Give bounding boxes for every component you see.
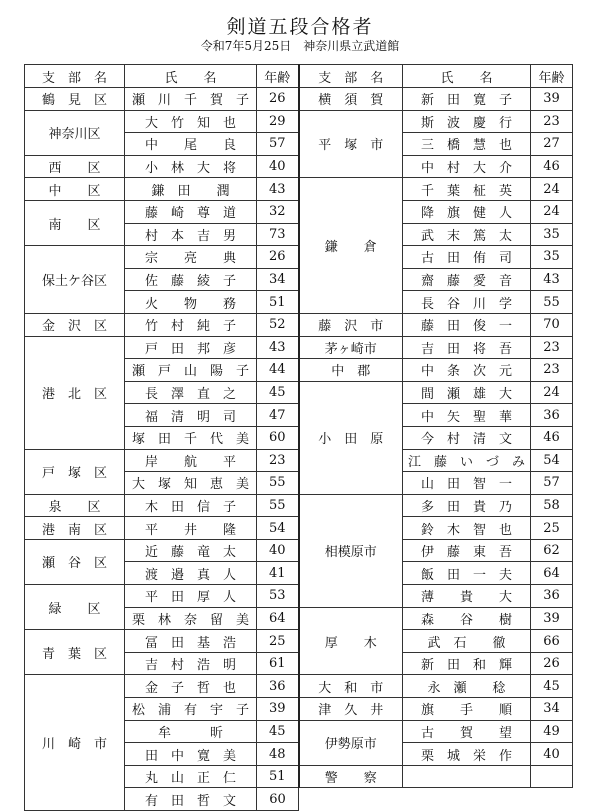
header-name: 氏 名 [403, 65, 531, 88]
name-cell: 藤 田 俊 一 [403, 313, 531, 336]
table-row [25, 675, 573, 698]
table-row [25, 336, 573, 359]
name-cell: 間 瀬 雄 大 [403, 381, 531, 404]
age-cell: 53 [257, 585, 299, 608]
name-cell [403, 765, 531, 788]
branch-cell: 保土ケ谷区 [25, 246, 125, 314]
age-cell: 43 [257, 178, 299, 201]
name-cell: 中 尾 良 [125, 133, 257, 156]
name-cell: 木 田 信 子 [125, 494, 257, 517]
age-cell: 41 [257, 562, 299, 585]
age-cell: 26 [257, 246, 299, 269]
table-row [25, 110, 573, 133]
age-cell: 24 [531, 200, 573, 223]
branch-cell: 戸 塚 区 [25, 449, 125, 494]
age-cell: 39 [531, 88, 573, 111]
name-cell: 丸 山 正 仁 [125, 765, 257, 788]
name-cell: 冨 田 基 浩 [125, 630, 257, 653]
name-cell: 宗 亮 典 [125, 246, 257, 269]
name-cell: 吉 田 将 吾 [403, 336, 531, 359]
table-row [25, 178, 573, 201]
header-branch: 支 部 名 [299, 65, 403, 88]
name-cell: 塚 田 千 代 美 [125, 426, 257, 449]
name-cell: 齋 藤 愛 音 [403, 268, 531, 291]
age-cell: 43 [257, 336, 299, 359]
age-cell: 24 [531, 178, 573, 201]
branch-cell: 緑 区 [25, 585, 125, 630]
age-cell: 73 [257, 223, 299, 246]
name-cell: 近 藤 竜 太 [125, 539, 257, 562]
name-cell: 中 矢 聖 華 [403, 404, 531, 427]
table-row [25, 88, 573, 111]
age-cell: 64 [257, 607, 299, 630]
age-cell: 34 [531, 698, 573, 721]
name-cell: 大 竹 知 也 [125, 110, 257, 133]
branch-cell: 青 葉 区 [25, 630, 125, 675]
name-cell: 古 田 侑 司 [403, 246, 531, 269]
age-cell: 60 [257, 788, 299, 811]
results-table [24, 64, 573, 811]
name-cell: 火 物 務 [125, 291, 257, 314]
age-cell: 40 [257, 539, 299, 562]
branch-cell: 南 区 [25, 200, 125, 245]
age-cell: 34 [257, 268, 299, 291]
name-cell: 永 瀬 稔 [403, 675, 531, 698]
age-cell: 27 [531, 133, 573, 156]
page-subtitle: 令和7年5月25日 神奈川県立武道館 [200, 39, 400, 53]
age-cell: 45 [257, 381, 299, 404]
name-cell: 中 条 次 元 [403, 359, 531, 382]
age-cell: 45 [257, 720, 299, 743]
name-cell: 田 中 寛 美 [125, 743, 257, 766]
name-cell: 渡 邉 真 人 [125, 562, 257, 585]
page-title: 剣道五段合格者 [226, 16, 374, 38]
name-cell: 森 谷 樹 [403, 607, 531, 630]
table-row [25, 494, 573, 517]
age-cell: 58 [531, 494, 573, 517]
age-cell [531, 765, 573, 788]
name-cell: 長 谷 川 学 [403, 291, 531, 314]
age-cell: 55 [257, 494, 299, 517]
branch-cell: 茅ヶ崎市 [299, 336, 403, 359]
age-cell: 35 [531, 246, 573, 269]
name-cell: 栗 林 奈 留 美 [125, 607, 257, 630]
age-cell: 55 [257, 472, 299, 495]
name-cell: 新 田 寛 子 [403, 88, 531, 111]
name-cell: 今 村 清 文 [403, 426, 531, 449]
name-cell: 伊 藤 東 吾 [403, 539, 531, 562]
name-cell: 斯 波 慶 行 [403, 110, 531, 133]
header-name: 氏 名 [125, 65, 257, 88]
branch-cell: 泉 区 [25, 494, 125, 517]
branch-cell: 港 北 区 [25, 336, 125, 449]
header-age: 年齢 [531, 65, 573, 88]
empty-cell [299, 788, 573, 811]
age-cell: 26 [531, 652, 573, 675]
name-cell: 福 清 明 司 [125, 404, 257, 427]
branch-cell: 西 区 [25, 155, 125, 178]
name-cell: 村 本 吉 男 [125, 223, 257, 246]
name-cell: 新 田 和 輝 [403, 652, 531, 675]
name-cell: 武 石 徹 [403, 630, 531, 653]
age-cell: 23 [531, 110, 573, 133]
table-row [25, 313, 573, 336]
age-cell: 54 [531, 449, 573, 472]
age-cell: 32 [257, 200, 299, 223]
name-cell: 飯 田 一 夫 [403, 562, 531, 585]
name-cell: 瀬 戸 山 陽 子 [125, 359, 257, 382]
age-cell: 57 [531, 472, 573, 495]
branch-cell: 神奈川区 [25, 110, 125, 155]
name-cell: 千 葉 柾 英 [403, 178, 531, 201]
age-cell: 70 [531, 313, 573, 336]
age-cell: 25 [531, 517, 573, 540]
name-cell: 武 末 篤 太 [403, 223, 531, 246]
branch-cell: 鶴 見 区 [25, 88, 125, 111]
age-cell: 36 [531, 585, 573, 608]
age-cell: 23 [531, 359, 573, 382]
age-cell: 64 [531, 562, 573, 585]
name-cell: 降 旗 健 人 [403, 200, 531, 223]
branch-cell: 金 沢 区 [25, 313, 125, 336]
name-cell: 鈴 木 智 也 [403, 517, 531, 540]
branch-cell: 港 南 区 [25, 517, 125, 540]
name-cell: 古 賀 望 [403, 720, 531, 743]
age-cell: 29 [257, 110, 299, 133]
age-cell: 54 [257, 517, 299, 540]
age-cell: 61 [257, 652, 299, 675]
branch-cell: 中 区 [25, 178, 125, 201]
age-cell: 57 [257, 133, 299, 156]
age-cell: 43 [531, 268, 573, 291]
branch-cell: 津 久 井 [299, 698, 403, 721]
age-cell: 36 [257, 675, 299, 698]
name-cell: 三 橋 慧 也 [403, 133, 531, 156]
age-cell: 25 [257, 630, 299, 653]
name-cell: 中 村 大 介 [403, 155, 531, 178]
branch-cell: 厚 木 [299, 607, 403, 675]
branch-cell: 鎌 倉 [299, 178, 403, 314]
branch-cell: 中 郡 [299, 359, 403, 382]
name-cell: 鎌 田 潤 [125, 178, 257, 201]
age-cell: 49 [531, 720, 573, 743]
age-cell: 48 [257, 743, 299, 766]
branch-cell: 大 和 市 [299, 675, 403, 698]
branch-cell: 伊勢原市 [299, 720, 403, 765]
name-cell: 瀬 川 千 賀 子 [125, 88, 257, 111]
age-cell: 55 [531, 291, 573, 314]
header-branch: 支 部 名 [25, 65, 125, 88]
age-cell: 46 [531, 155, 573, 178]
age-cell: 45 [531, 675, 573, 698]
header-age: 年齢 [257, 65, 299, 88]
name-cell: 平 田 厚 人 [125, 585, 257, 608]
age-cell: 36 [531, 404, 573, 427]
age-cell: 39 [257, 698, 299, 721]
name-cell: 栗 城 栄 作 [403, 743, 531, 766]
age-cell: 26 [257, 88, 299, 111]
name-cell: 吉 村 浩 明 [125, 652, 257, 675]
name-cell: 多 田 貴 乃 [403, 494, 531, 517]
name-cell: 岸 航 平 [125, 449, 257, 472]
age-cell: 60 [257, 426, 299, 449]
age-cell: 39 [531, 607, 573, 630]
age-cell: 23 [257, 449, 299, 472]
name-cell: 小 林 大 将 [125, 155, 257, 178]
name-cell: 竹 村 純 子 [125, 313, 257, 336]
name-cell: 金 子 哲 也 [125, 675, 257, 698]
name-cell: 旗 手 順 [403, 698, 531, 721]
age-cell: 24 [531, 381, 573, 404]
age-cell: 51 [257, 765, 299, 788]
name-cell: 戸 田 邦 彦 [125, 336, 257, 359]
branch-cell: 小 田 原 [299, 381, 403, 494]
age-cell: 40 [257, 155, 299, 178]
age-cell: 47 [257, 404, 299, 427]
age-cell: 62 [531, 539, 573, 562]
name-cell: 平 井 隆 [125, 517, 257, 540]
age-cell: 44 [257, 359, 299, 382]
age-cell: 35 [531, 223, 573, 246]
branch-cell: 警 察 [299, 765, 403, 788]
branch-cell: 瀬 谷 区 [25, 539, 125, 584]
header-row [25, 65, 573, 88]
name-cell: 山 田 智 一 [403, 472, 531, 495]
name-cell: 牟 昕 [125, 720, 257, 743]
age-cell: 46 [531, 426, 573, 449]
name-cell: 薄 貴 大 [403, 585, 531, 608]
age-cell: 23 [531, 336, 573, 359]
branch-cell: 川 崎 市 [25, 675, 125, 811]
name-cell: 長 澤 直 之 [125, 381, 257, 404]
name-cell: 松 浦 有 宇 子 [125, 698, 257, 721]
name-cell: 江 藤 い づ み [403, 449, 531, 472]
name-cell: 大 塚 知 恵 美 [125, 472, 257, 495]
name-cell: 有 田 哲 文 [125, 788, 257, 811]
age-cell: 40 [531, 743, 573, 766]
age-cell: 51 [257, 291, 299, 314]
branch-cell: 相模原市 [299, 494, 403, 607]
age-cell: 52 [257, 313, 299, 336]
branch-cell: 平 塚 市 [299, 110, 403, 178]
name-cell: 藤 崎 尊 道 [125, 200, 257, 223]
branch-cell: 藤 沢 市 [299, 313, 403, 336]
table-body [25, 88, 573, 811]
branch-cell: 横 須 賀 [299, 88, 403, 111]
name-cell: 佐 藤 綾 子 [125, 268, 257, 291]
age-cell: 66 [531, 630, 573, 653]
